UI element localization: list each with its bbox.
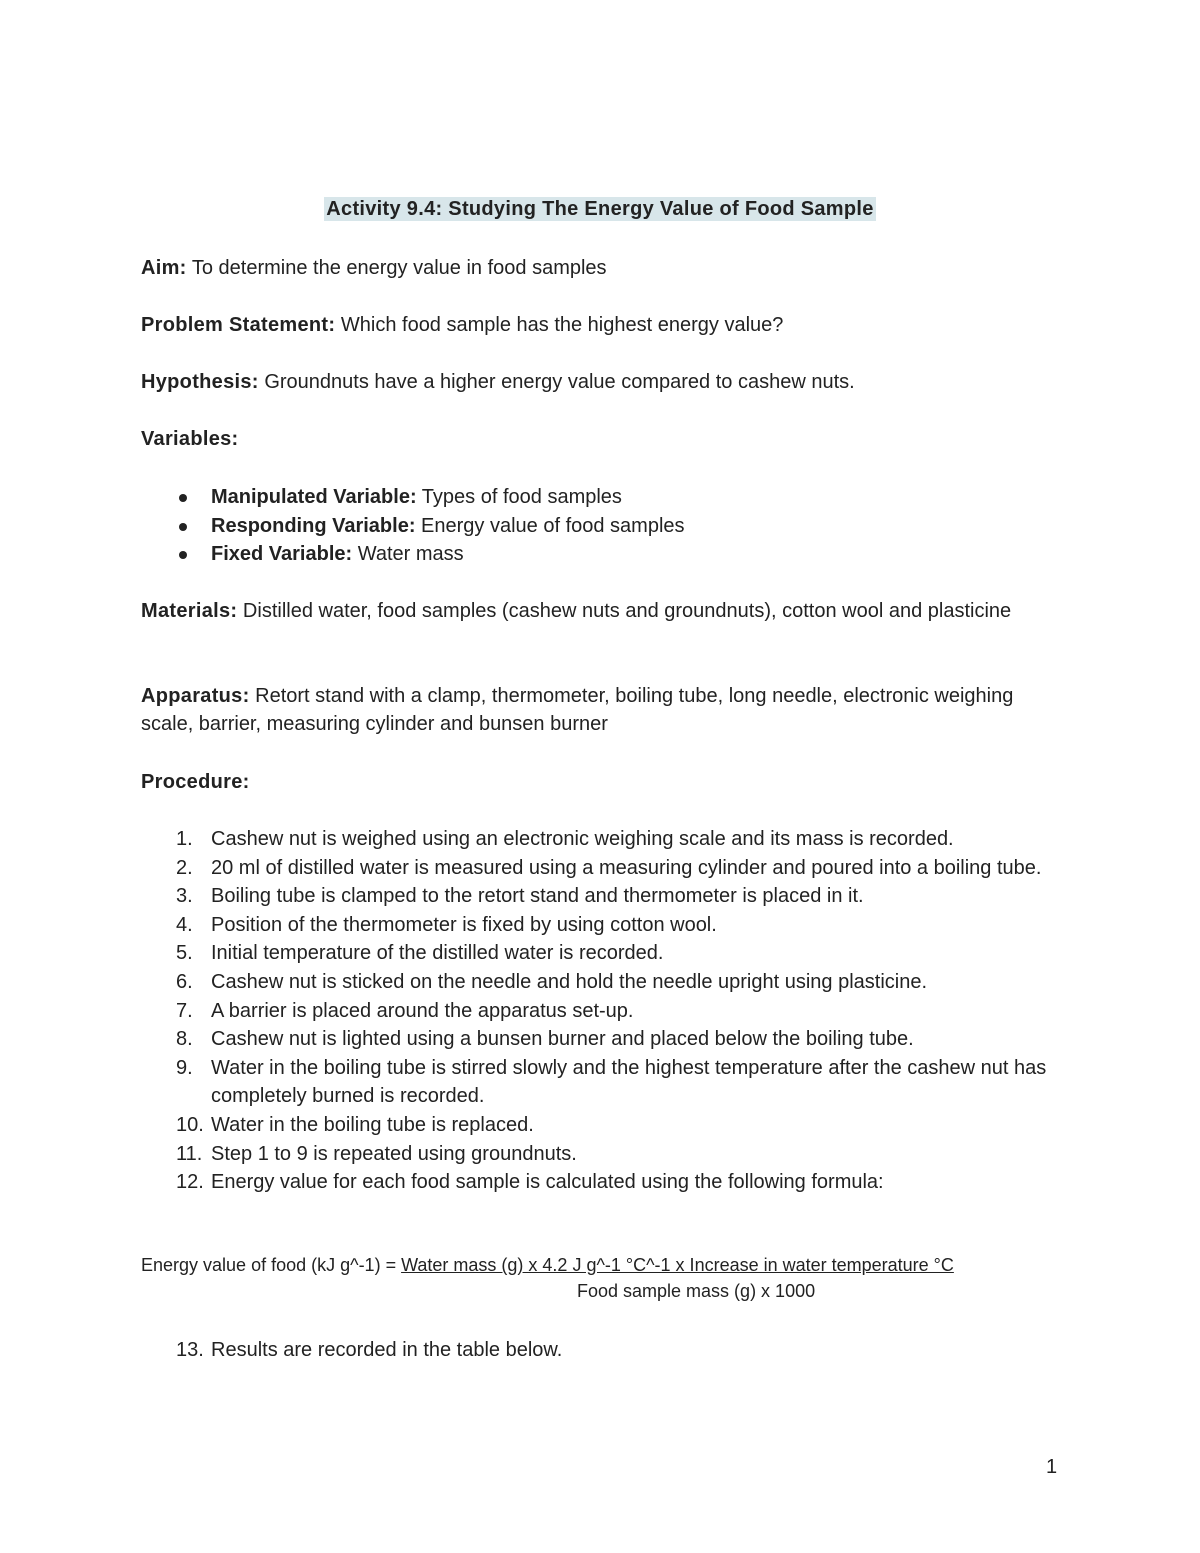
- page-number: 1: [1046, 1456, 1058, 1478]
- hypothesis-label: Hypothesis:: [141, 371, 259, 393]
- problem-statement-text: Which food sample has the highest energy value?: [335, 314, 784, 336]
- formula-lhs: Energy value of food (kJ g^-1) =: [141, 1255, 402, 1275]
- step-number: 9.: [176, 1056, 193, 1079]
- step-text: 20 ml of distilled water is measured using a measuring cylinder and poured into a boiling tube.: [211, 856, 1042, 879]
- problem-statement-line: [141, 311, 1061, 339]
- list-item: [141, 1168, 1061, 1197]
- bullet-icon: [179, 523, 187, 531]
- step-number: 11.: [176, 1142, 203, 1165]
- problem-statement-label: Problem Statement:: [141, 314, 336, 336]
- bullet-icon: [179, 551, 187, 559]
- step-number: 2.: [176, 856, 193, 879]
- variables-list: [141, 483, 1061, 569]
- step-text: Boiling tube is clamped to the retort stand and thermometer is placed in it.: [211, 885, 864, 908]
- list-item: [141, 1140, 1061, 1169]
- aim-label: Aim:: [141, 257, 187, 279]
- step-number: 1.: [176, 828, 193, 850]
- step-text: Results are recorded in the table below.: [211, 1339, 563, 1361]
- bullet-icon: [179, 494, 187, 502]
- step-text: Position of the thermometer is fixed by using cotton wool.: [211, 913, 717, 936]
- apparatus-text: Retort stand with a clamp, thermometer, boiling tube, long needle, electronic weighing scale, barrier, measuring cylinder and bunsen burner: [141, 685, 1014, 735]
- variable-label: Manipulated Variable:: [211, 486, 417, 508]
- hypothesis-text: Groundnuts have a higher energy value compared to cashew nuts.: [258, 371, 855, 393]
- list-item: [141, 911, 1061, 940]
- variable-text: Water mass: [352, 543, 464, 565]
- list-item: [141, 882, 1061, 911]
- step-text: Cashew nut is weighed using an electronic weighing scale and its mass is recorded.: [211, 828, 954, 850]
- step-number: 10.: [176, 1113, 204, 1136]
- step-number: 7.: [176, 999, 193, 1022]
- list-item: [141, 854, 1061, 883]
- step-text: Initial temperature of the distilled water is recorded.: [211, 942, 664, 965]
- title-text: Activity 9.4: Studying The Energy Value of Food Sample: [326, 198, 874, 220]
- procedure-label: Procedure:: [141, 771, 250, 793]
- step-text: A barrier is placed around the apparatus set-up.: [211, 999, 634, 1022]
- hypothesis-line: [141, 368, 1061, 396]
- step-number: 6.: [176, 970, 193, 993]
- list-item: [141, 483, 1061, 512]
- list-item: [141, 1025, 1061, 1054]
- step-text: Cashew nut is lighted using a bunsen burner and placed below the boiling tube.: [211, 1028, 914, 1051]
- step-number: 13.: [176, 1339, 204, 1361]
- step-number: 5.: [176, 942, 193, 965]
- step-number: 12.: [176, 1171, 204, 1194]
- variable-text: Energy value of food samples: [415, 514, 685, 537]
- step-text: Cashew nut is sticked on the needle and hold the needle upright using plasticine.: [211, 970, 928, 993]
- variable-label: Fixed Variable:: [211, 543, 353, 565]
- variables-heading: [141, 425, 1061, 453]
- aim-line: [141, 254, 1061, 282]
- procedure-list: [141, 825, 1061, 1197]
- page-title: [0, 198, 1200, 221]
- procedure-step-13: [141, 1336, 1061, 1364]
- procedure-heading: [141, 768, 1061, 796]
- list-item: [141, 540, 1061, 569]
- variable-label: Responding Variable:: [211, 514, 416, 537]
- apparatus-line: [141, 682, 1061, 738]
- energy-formula: [141, 1252, 1061, 1278]
- apparatus-label: Apparatus:: [141, 685, 250, 707]
- step-text: Water in the boiling tube is replaced.: [211, 1113, 534, 1136]
- step-number: 4.: [176, 913, 193, 936]
- step-text: Energy value for each food sample is calculated using the following formula:: [211, 1171, 884, 1194]
- list-item: [141, 512, 1061, 541]
- variable-text: Types of food samples: [416, 486, 622, 508]
- list-item: [141, 968, 1061, 997]
- list-item: [141, 1054, 1061, 1111]
- step-number: 8.: [176, 1028, 193, 1051]
- list-item: [141, 997, 1061, 1026]
- formula-numerator: Water mass (g) x 4.2 J g^-1 °C^-1 x Increase in water temperature °C: [401, 1255, 954, 1275]
- step-text: Water in the boiling tube is stirred slowly and the highest temperature after the cashew nut has completely burned is recorded.: [211, 1056, 1047, 1108]
- aim-text: To determine the energy value in food samples: [186, 257, 607, 279]
- materials-label: Materials:: [141, 600, 238, 622]
- step-number: 3.: [176, 885, 193, 908]
- formula-denominator: Food sample mass (g) x 1000: [577, 1281, 816, 1301]
- variables-label: Variables:: [141, 428, 239, 450]
- list-item: [141, 825, 1061, 854]
- materials-text: Distilled water, food samples (cashew nuts and groundnuts), cotton wool and plasticine: [237, 600, 1012, 622]
- materials-line: [141, 597, 1061, 625]
- list-item: [141, 939, 1061, 968]
- step-text: Step 1 to 9 is repeated using groundnuts.: [211, 1142, 577, 1165]
- list-item: [141, 1111, 1061, 1140]
